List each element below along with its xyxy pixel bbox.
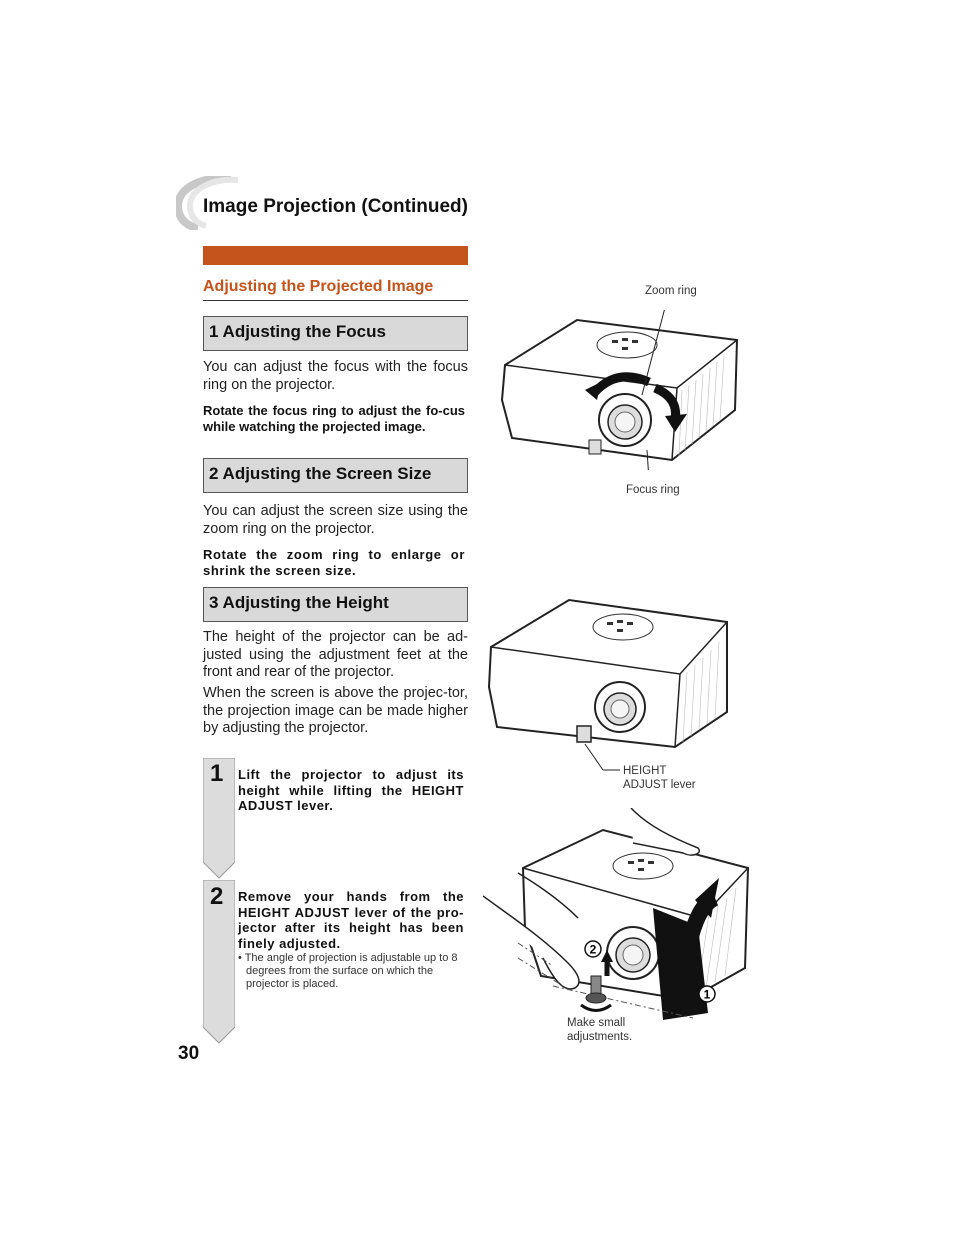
step-1-text: Lift the projector to adjust its height while lifting the HEIGHT ADJUST lever. xyxy=(238,767,464,813)
screen-size-subheading: 2 Adjusting the Screen Size xyxy=(203,458,468,493)
step-2-number: 2 xyxy=(210,883,224,910)
screen-size-body: You can adjust the screen size using the zoom ring on the projector. xyxy=(203,503,468,537)
screen-size-instruction: Rotate the zoom ring to enlarge or shrink the screen size. xyxy=(203,547,465,578)
page-header-title: Image Projection (Continued) xyxy=(203,196,468,217)
step-2-note: • The angle of projection is adjustable up to 8 degrees from the surface on which the projector is placed. xyxy=(238,952,458,990)
section-accent-bar xyxy=(203,246,468,265)
projector-height-adjust-illustration xyxy=(485,592,735,782)
callout-2-number: 2 xyxy=(589,942,597,957)
zoom-ring-label: Zoom ring xyxy=(645,285,697,297)
callout-1-number: 1 xyxy=(703,987,711,1002)
section-heading: Adjusting the Projected Image xyxy=(203,278,468,301)
page-number: 30 xyxy=(178,1043,200,1064)
make-small-label-line1: Make small xyxy=(567,1017,626,1029)
focus-instruction: Rotate the focus ring to adjust the fo-cus while watching the projected image. xyxy=(203,403,465,434)
projector-focus-zoom-illustration xyxy=(497,310,747,470)
focus-subheading: 1 Adjusting the Focus xyxy=(203,316,468,351)
height-adjust-label-line1: HEIGHT xyxy=(623,765,667,777)
make-small-label-line2: adjustments. xyxy=(567,1031,633,1043)
height-adjust-label-line2: ADJUST lever xyxy=(623,779,696,791)
step-1-number: 1 xyxy=(210,760,224,787)
step-2-text: Remove your hands from the HEIGHT ADJUST lever of the pro-jector after its height has been finely adjusted. xyxy=(238,889,464,951)
height-body-2: When the screen is above the projec-tor, the projection image can be made higher by adjusting the projector. xyxy=(203,685,468,736)
height-body-1: The height of the projector can be ad-justed using the adjustment feet at the front and rear of the projector. xyxy=(203,629,468,680)
focus-ring-label: Focus ring xyxy=(626,484,680,496)
projector-lifting-illustration xyxy=(483,808,753,1028)
height-subheading: 3 Adjusting the Height xyxy=(203,587,468,622)
focus-body: You can adjust the focus with the focus ring on the projector. xyxy=(203,359,468,393)
